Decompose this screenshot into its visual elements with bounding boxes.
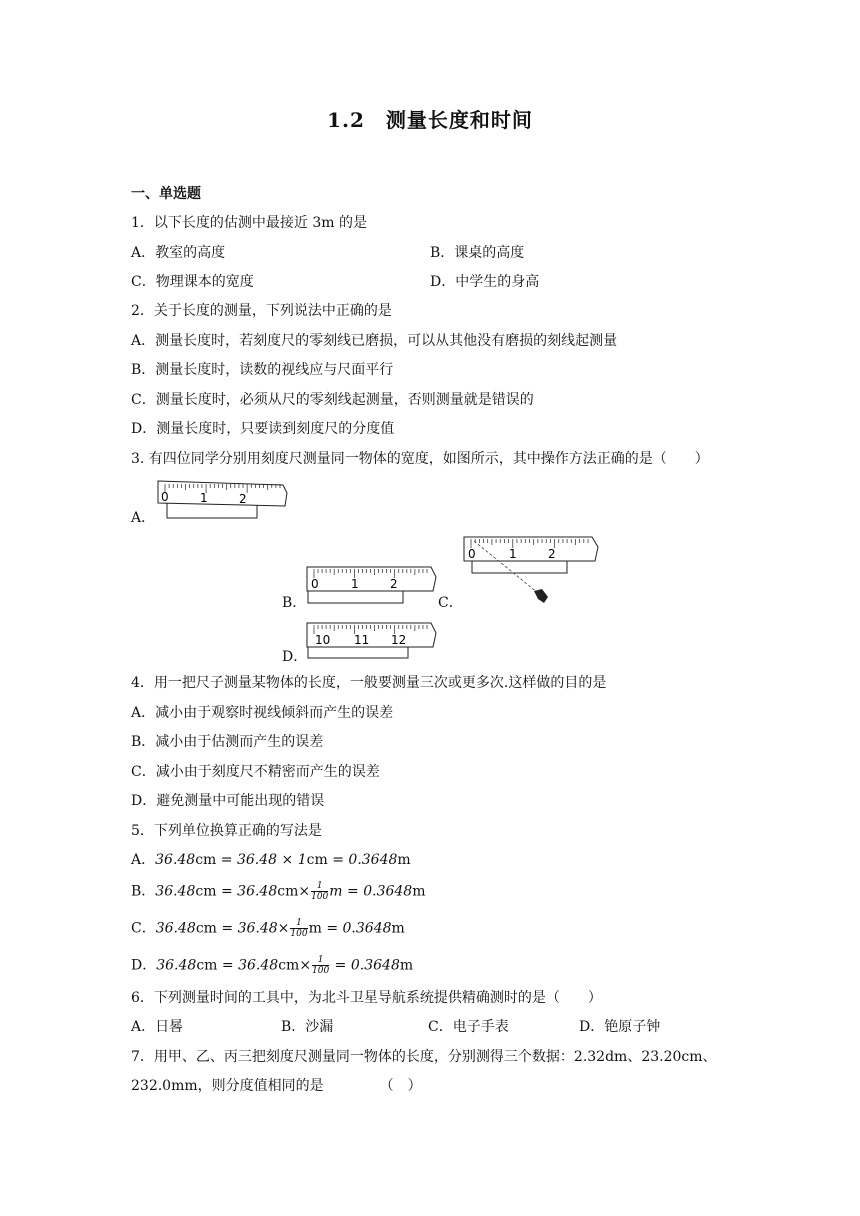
option-d: D．铯原子钟 [579, 1019, 661, 1035]
option-c: C．物理课本的宽度 [131, 274, 254, 290]
ruler-figure-b [305, 565, 440, 605]
option-a: A．测量长度时，若刻度尺的零刻线已磨损，可以从其他没有磨损的刻线起测量 [131, 333, 618, 349]
option-b: B．36.48cm = 36.48cm× $\frac{1}{100}$ m = 0.3648m [131, 881, 426, 902]
page-title: 1.2 测量长度和时间 [327, 108, 533, 132]
question-1-options-row1 [131, 243, 731, 263]
option-a: A．日晷 [131, 1019, 184, 1035]
option-d: D．36.48cm = 36.48cm× $\frac{1}{100}$ = 0.3648m [131, 955, 414, 976]
option-a: A．减小由于观察时视线倾斜而产生的误差 [131, 705, 394, 721]
ruler-figure-c [462, 535, 612, 610]
figure-label-b: B． [282, 595, 307, 611]
option-d: D．中学生的身高 [430, 274, 540, 290]
tick-label: 0 [311, 577, 319, 591]
option-b: B．课桌的高度 [430, 245, 525, 261]
eye-icon [534, 589, 548, 603]
tick-label: 1 [351, 577, 359, 591]
option-a: A．36.48cm = 36.48 × 1cm = 0.3648m [131, 852, 411, 868]
fraction: $\frac{1}{100}$ [311, 881, 329, 902]
section-heading: 一、单选题 [131, 186, 201, 202]
option-d: D．测量长度时，只要读到刻度尺的分度值 [131, 421, 395, 437]
tick-label: 0 [161, 490, 169, 504]
question-3-stem: 3. 有四位同学分别用刻度尺测量同一物体的宽度，如图所示，其中操作方法正确的是（ ） [131, 451, 709, 467]
option-c: C．电子手表 [428, 1019, 509, 1035]
question-7-stem-cont: 232.0mm，则分度值相同的是 （ ） [131, 1078, 422, 1094]
option-b: B．沙漏 [281, 1019, 334, 1035]
question-4-stem: 4．用一把尺子测量某物体的长度，一般要测量三次或更多次.这样做的目的是 [131, 675, 607, 691]
tick-label: 2 [548, 547, 556, 561]
question-5-stem: 5．下列单位换算正确的写法是 [131, 823, 322, 839]
figure-label-d: D． [282, 649, 308, 665]
ruler-figure-a [155, 479, 295, 521]
question-2-stem: 2．关于长度的测量，下列说法中正确的是 [131, 303, 392, 319]
figure-label-c: C． [438, 595, 463, 611]
question-1-options-row2 [131, 272, 731, 292]
option-b: B．减小由于估测而产生的误差 [131, 734, 324, 750]
question-6-stem: 6．下列测量时间的工具中，为北斗卫星导航系统提供精确测时的是（ ） [131, 990, 602, 1006]
tick-label: 12 [391, 633, 407, 647]
tick-label: 1 [200, 491, 208, 505]
figure-label-a: A． [131, 510, 156, 526]
tick-label: 10 [315, 633, 331, 647]
option-c: C．减小由于刻度尺不精密而产生的误差 [131, 764, 380, 780]
fraction: $\frac{1}{100}$ [290, 918, 308, 939]
option-c: C．36.48cm = 36.48× $\frac{1}{100}$ m = 0.3648m [131, 918, 405, 939]
tick-label: 0 [468, 547, 476, 561]
tick-label: 2 [390, 577, 398, 591]
ruler-figure-d [305, 621, 440, 661]
tick-label: 1 [509, 547, 517, 561]
answer-paren: （ ） [379, 1078, 422, 1094]
option-d: D．避免测量中可能出现的错误 [131, 793, 325, 809]
option-a: A．教室的高度 [131, 245, 226, 261]
question-1-stem: 1．以下长度的估测中最接近 3m 的是 [131, 215, 367, 231]
question-7-stem: 7．用甲、乙、丙三把刻度尺测量同一物体的长度，分别测得三个数据：2.32dm、23.20cm、 [131, 1049, 717, 1065]
option-b: B．测量长度时，读数的视线应与尺面平行 [131, 362, 394, 378]
option-c: C．测量长度时，必须从尺的零刻线起测量，否则测量就是错误的 [131, 392, 534, 408]
tick-label: 2 [239, 492, 247, 506]
fraction: $\frac{1}{100}$ [312, 955, 330, 976]
tick-label: 11 [354, 633, 370, 647]
